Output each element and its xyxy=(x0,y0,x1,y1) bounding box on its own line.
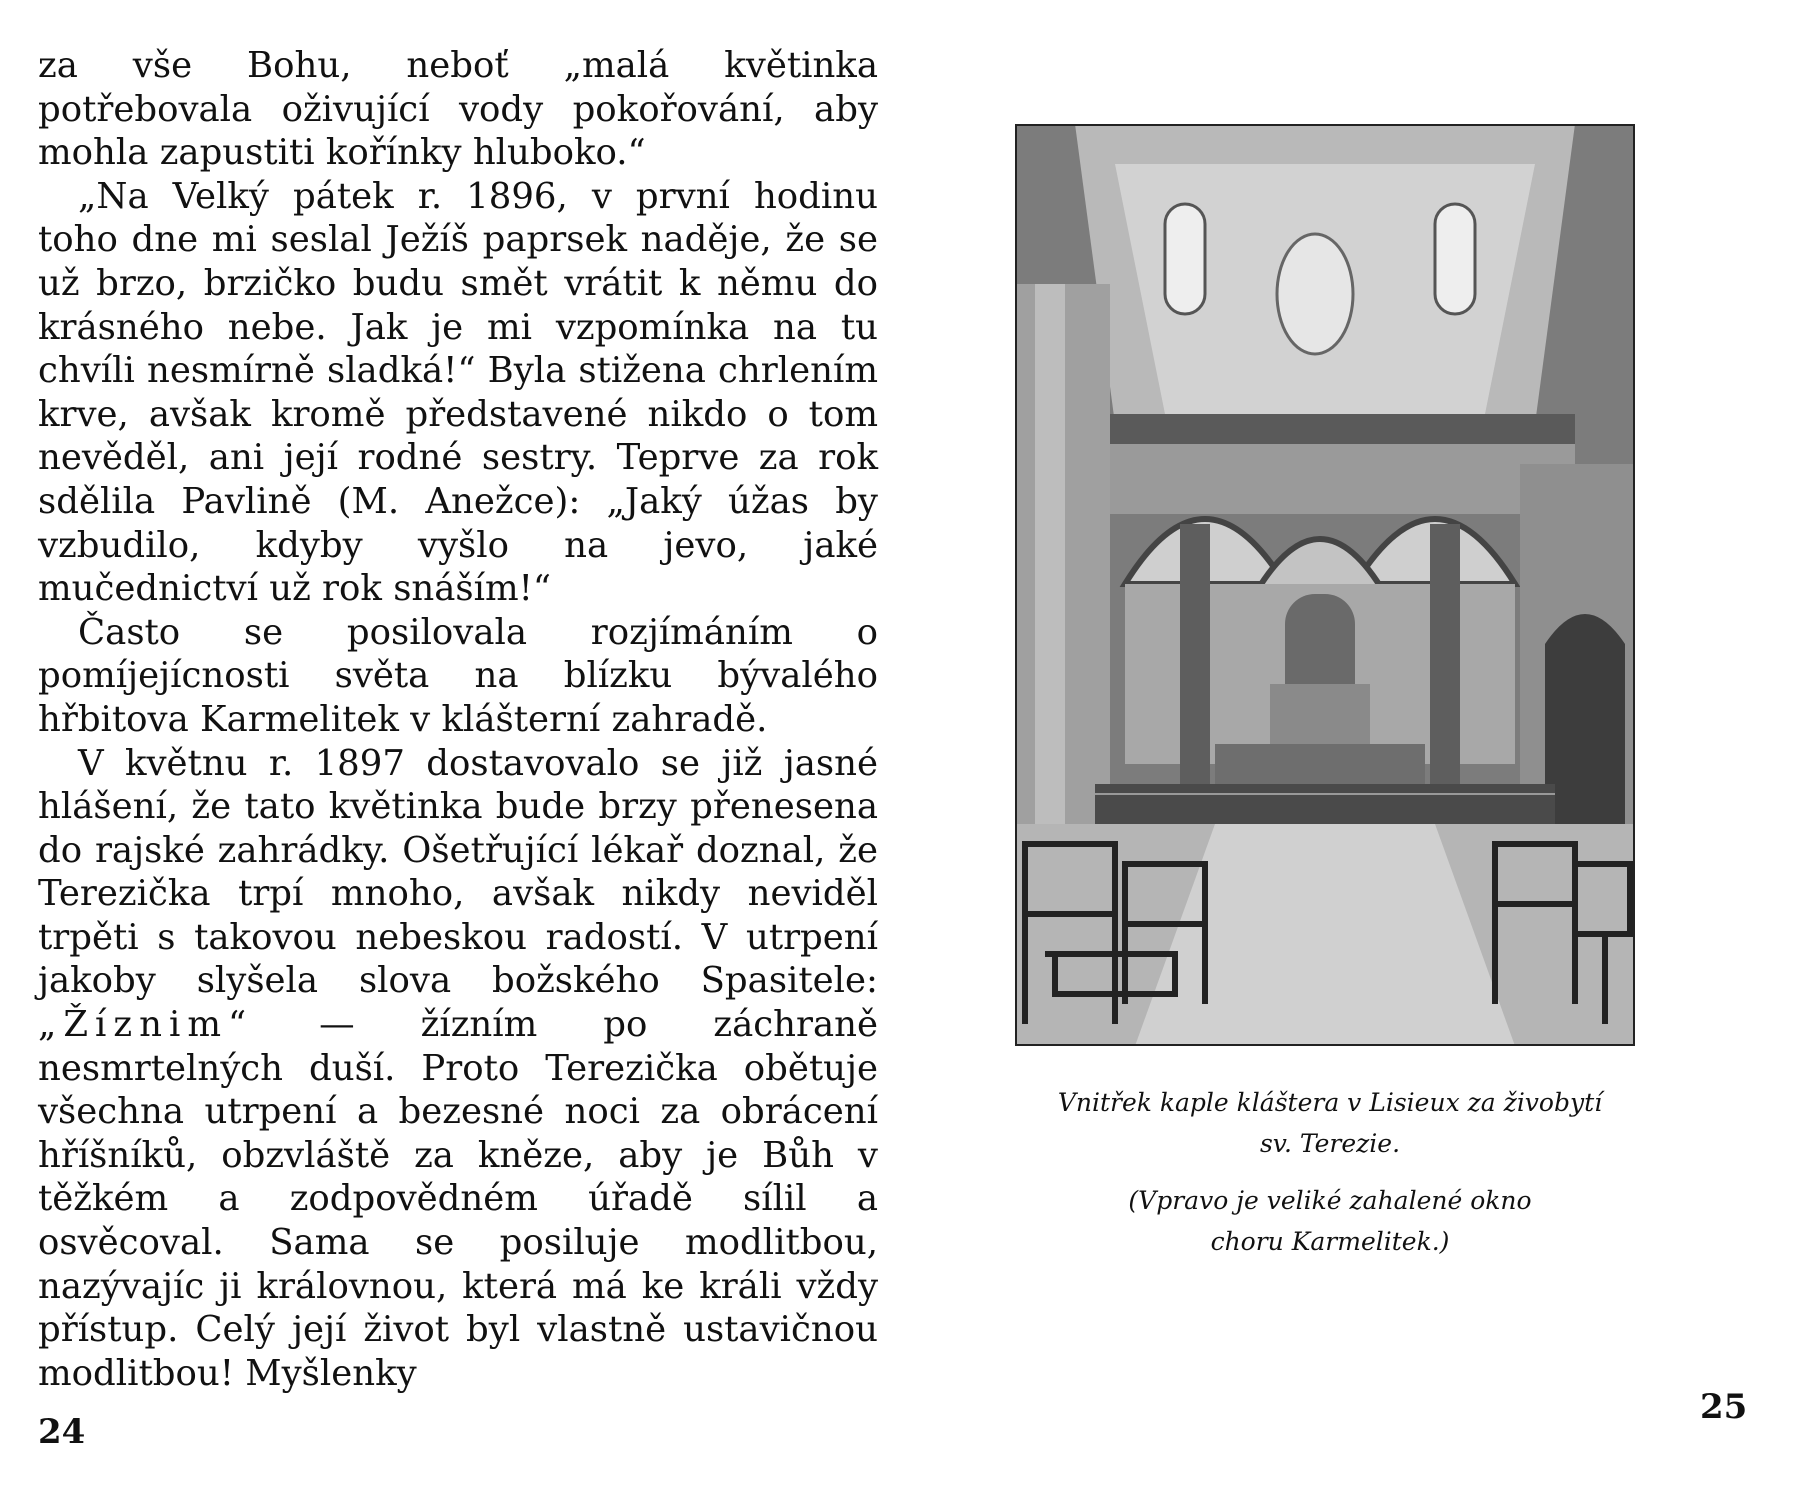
paragraph: Často se posilovala rozjímáním o pomíjejícnosti světa na blízku bývalého hřbitova Karmelitek v klášterní zahradě. xyxy=(38,611,878,740)
caption-line: sv. Terezie. xyxy=(1259,1129,1401,1158)
caption-line: Vnitřek kaple kláštera v Lisieux za živobytí xyxy=(1057,1088,1603,1117)
paragraph xyxy=(38,742,878,1396)
caption-line: choru Karmelitek.) xyxy=(1210,1227,1450,1256)
paragraph-text: V květnu r. 1897 dostavovalo se již jasné hlášení, že tato květinka bude brzy přenesena do rajské zahrádky. Ošetřující lékař doznal, že Terezička trpí mnoho, avšak nikdy neviděl trpěti s takovou nebeskou radostí. V utrpení jakoby slyšela slova božského Spasitele: xyxy=(38,742,878,1002)
chapel-interior-photo xyxy=(1015,124,1635,1046)
spaced-quote: „Žíznim“ xyxy=(38,1004,254,1046)
paragraph: „Na Velký pátek r. 1896, v první hodinu toho dne mi seslal Ježíš paprsek naděje, že se už brzo, brzičko budu smět vrátit k němu do krásného nebe. Jak je mi vzpomínka na tu chvíli nesmírně sladká!“ Byla stižena chrlením krve, avšak kromě představené nikdo o tom nevěděl, ani její rodné sestry. Teprve za rok sdělila Pavlině (M. Anežce): „Jaký úžas by vzbudilo, kdyby vyšlo na jevo, jaké mučednictví už rok snáším!“ xyxy=(38,175,878,610)
paragraph: za vše Bohu, neboť „malá květinka potřebovala oživující vody pokořování, aby mohla zapustiti kořínky hluboko.“ xyxy=(38,45,878,174)
paragraph-text: — žízním po záchraně nesmrtelných duší. Proto Terezička obětuje všechna utrpení a bezesné noci za obrácení hříšníků, obzvláště za kněze, aby je Bůh v těžkém a zodpovědném úřadě sílil a osvěcoval. Sama se posiluje modlitbou, nazývajíc ji královnou, která má ke králi vždy přístup. Celý její život byl vlastně ustavičnou modlitbou! Myšlenky xyxy=(38,1004,878,1394)
caption-line: (Vpravo je veliké zahalené okno xyxy=(1128,1186,1532,1215)
page-number-left: 24 xyxy=(38,1412,86,1452)
photo-caption xyxy=(990,1082,1670,1262)
left-page-text xyxy=(38,44,878,1395)
page-number-right: 25 xyxy=(1700,1387,1748,1427)
